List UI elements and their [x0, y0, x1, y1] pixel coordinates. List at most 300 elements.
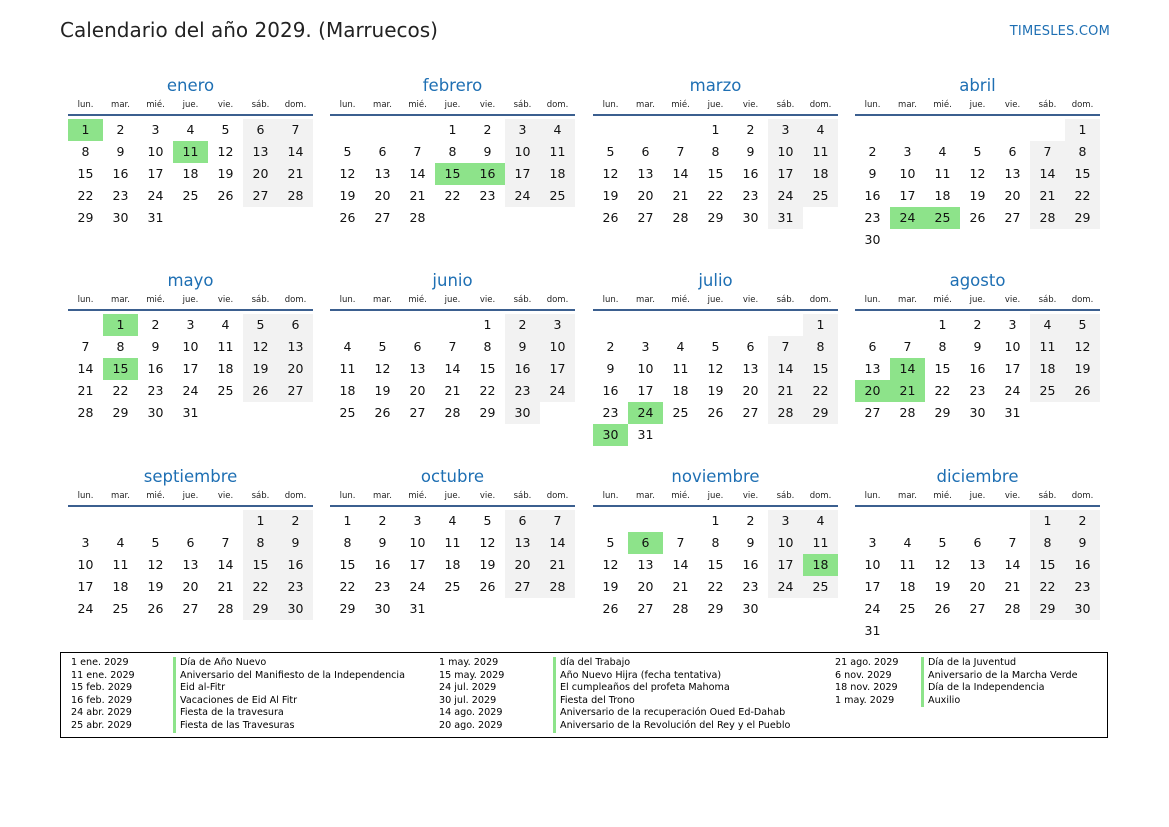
- day-cell: 6: [378, 144, 387, 159]
- weekday-label: mar.: [636, 491, 655, 501]
- day-cell: 10: [182, 339, 199, 354]
- weekday-label: vie.: [1004, 491, 1021, 501]
- day-cell: 28: [217, 601, 234, 616]
- weekday-label: jue.: [444, 491, 461, 501]
- legend-holiday-name: Fiesta de la travesura: [173, 707, 284, 720]
- day-cell: 19: [339, 188, 356, 203]
- holiday-day-cell: 20: [855, 380, 890, 402]
- weekday-label: sáb.: [1038, 491, 1057, 501]
- empty-cell: [365, 119, 400, 141]
- weekday-label: dom.: [284, 491, 307, 501]
- day-cell: 27: [182, 601, 199, 616]
- day-cell: 28: [77, 405, 94, 420]
- weekday-label: mar.: [111, 491, 130, 501]
- weekday-label: dom.: [809, 100, 832, 110]
- day-cell: 29: [934, 405, 951, 420]
- day-cell: 18: [339, 383, 356, 398]
- month-agosto: [855, 269, 1100, 424]
- day-cell: 4: [448, 513, 457, 528]
- empty-cell: [855, 314, 890, 336]
- empty-cell: [663, 510, 698, 532]
- day-cell: 26: [374, 405, 391, 420]
- day-cell: 17: [77, 579, 94, 594]
- legend-holiday-name: Vacaciones de Eid Al Fitr: [173, 695, 297, 708]
- day-cell: 8: [711, 144, 720, 159]
- empty-cell: [1030, 119, 1065, 141]
- day-cell: 18: [182, 166, 199, 181]
- day-cell: 11: [444, 535, 461, 550]
- day-cell: 7: [1030, 141, 1065, 163]
- day-cell: 30: [278, 598, 313, 620]
- day-cell: 2: [483, 122, 492, 137]
- day-cell: 11: [899, 557, 916, 572]
- day-cell: 8: [243, 532, 278, 554]
- weekday-label: mar.: [898, 100, 917, 110]
- holiday-legend: [60, 652, 1108, 738]
- weekday-label: jue.: [707, 295, 724, 305]
- day-cell: 10: [637, 361, 654, 376]
- day-cell: 6: [278, 314, 313, 336]
- month-name: abril: [959, 76, 996, 95]
- weekday-label: dom.: [546, 295, 569, 305]
- legend-column: [439, 657, 799, 733]
- legend-holiday-name: El cumpleaños del profeta Mahoma: [553, 682, 730, 695]
- legend-row: [835, 657, 1169, 670]
- day-cell: 18: [1030, 358, 1065, 380]
- day-cell: 26: [217, 188, 234, 203]
- day-cell: 11: [803, 141, 838, 163]
- day-cell: 9: [606, 361, 615, 376]
- day-cell: 22: [1065, 185, 1100, 207]
- day-cell: 13: [864, 361, 881, 376]
- day-cell: 4: [803, 510, 838, 532]
- day-cell: 6: [641, 144, 650, 159]
- weekday-label: mié.: [408, 295, 427, 305]
- holiday-day-cell: 14: [890, 358, 925, 380]
- day-cell: 17: [540, 358, 575, 380]
- day-cell: 9: [1065, 532, 1100, 554]
- weekday-label: mar.: [111, 100, 130, 110]
- weekday-label: sáb.: [251, 295, 270, 305]
- holiday-day-cell: 1: [68, 119, 103, 141]
- empty-cell: [365, 314, 400, 336]
- day-cell: 26: [1065, 380, 1100, 402]
- legend-holiday-name: Día de la Independencia: [921, 682, 1044, 695]
- day-cell: 13: [1004, 166, 1021, 181]
- day-cell: 8: [711, 535, 720, 550]
- weekday-label: lun.: [77, 491, 94, 501]
- month-name: junio: [432, 271, 473, 290]
- day-cell: 3: [641, 339, 650, 354]
- weekday-label: vie.: [742, 491, 759, 501]
- legend-holiday-name: Auxilio: [921, 695, 960, 708]
- weekday-label: mar.: [636, 295, 655, 305]
- month-name: agosto: [949, 271, 1006, 290]
- legend-holiday-name: Fiesta del Trono: [553, 695, 635, 708]
- day-grid: [330, 510, 575, 620]
- legend-row: [439, 695, 799, 708]
- month-name: diciembre: [936, 467, 1019, 486]
- day-cell: 3: [768, 119, 803, 141]
- day-cell: 2: [1065, 510, 1100, 532]
- month-name: julio: [698, 271, 733, 290]
- day-cell: 12: [374, 361, 391, 376]
- day-cell: 3: [903, 144, 912, 159]
- brand-link[interactable]: TIMESLES.COM: [1009, 24, 1110, 39]
- day-cell: 7: [540, 510, 575, 532]
- day-cell: 5: [938, 535, 947, 550]
- legend-row: [71, 720, 431, 733]
- month-abril: [855, 74, 1100, 251]
- day-cell: 21: [217, 579, 234, 594]
- weekday-label: lun.: [339, 491, 356, 501]
- day-cell: 7: [81, 339, 90, 354]
- legend-column: [71, 657, 431, 733]
- day-cell: 31: [637, 427, 654, 442]
- legend-date: 6 nov. 2029: [835, 669, 892, 681]
- day-cell: 20: [637, 188, 654, 203]
- weekday-header: [593, 293, 838, 311]
- weekday-label: jue.: [969, 295, 986, 305]
- day-cell: 31: [147, 210, 164, 225]
- day-cell: 24: [540, 380, 575, 402]
- day-cell: 31: [768, 207, 803, 229]
- day-cell: 15: [77, 166, 94, 181]
- day-cell: 7: [676, 144, 685, 159]
- day-grid: [593, 510, 838, 620]
- day-cell: 29: [1030, 598, 1065, 620]
- day-cell: 19: [1065, 358, 1100, 380]
- day-cell: 23: [864, 210, 881, 225]
- legend-date: 15 feb. 2029: [71, 682, 133, 694]
- day-cell: 2: [278, 510, 313, 532]
- day-cell: 5: [1065, 314, 1100, 336]
- legend-date: 1 may. 2029: [835, 694, 895, 706]
- day-cell: 15: [803, 358, 838, 380]
- day-cell: 17: [637, 383, 654, 398]
- day-grid: [855, 314, 1100, 424]
- day-cell: 25: [803, 576, 838, 598]
- legend-date: 15 may. 2029: [439, 669, 505, 681]
- day-cell: 14: [409, 166, 426, 181]
- day-cell: 16: [602, 383, 619, 398]
- day-cell: 22: [339, 579, 356, 594]
- legend-date: 1 ene. 2029: [71, 657, 129, 668]
- day-cell: 6: [243, 119, 278, 141]
- day-cell: 25: [672, 405, 689, 420]
- legend-date: 11 ene. 2029: [71, 669, 135, 681]
- day-cell: 20: [278, 358, 313, 380]
- day-cell: 28: [672, 601, 689, 616]
- day-cell: 16: [374, 557, 391, 572]
- holiday-day-cell: 24: [628, 402, 663, 424]
- day-cell: 21: [540, 554, 575, 576]
- day-cell: 26: [602, 601, 619, 616]
- day-cell: 6: [868, 339, 877, 354]
- empty-cell: [400, 314, 435, 336]
- day-cell: 27: [374, 210, 391, 225]
- day-cell: 3: [81, 535, 90, 550]
- weekday-label: dom.: [284, 100, 307, 110]
- day-cell: 5: [243, 314, 278, 336]
- day-cell: 5: [151, 535, 160, 550]
- month-febrero: [330, 74, 575, 229]
- empty-cell: [330, 119, 365, 141]
- day-cell: 3: [151, 122, 160, 137]
- day-cell: 15: [479, 361, 496, 376]
- weekday-label: mié.: [933, 100, 952, 110]
- day-cell: 5: [973, 144, 982, 159]
- weekday-label: vie.: [479, 100, 496, 110]
- day-cell: 17: [1004, 361, 1021, 376]
- weekday-label: jue.: [707, 100, 724, 110]
- empty-cell: [138, 510, 173, 532]
- weekday-label: sáb.: [251, 100, 270, 110]
- day-cell: 2: [116, 122, 125, 137]
- day-cell: 1: [243, 510, 278, 532]
- empty-cell: [593, 314, 628, 336]
- day-cell: 22: [934, 383, 951, 398]
- weekday-label: sáb.: [776, 100, 795, 110]
- empty-cell: [663, 314, 698, 336]
- empty-cell: [208, 510, 243, 532]
- day-cell: 21: [1004, 579, 1021, 594]
- day-cell: 19: [147, 579, 164, 594]
- legend-row: [835, 670, 1169, 683]
- day-cell: 10: [77, 557, 94, 572]
- day-cell: 1: [1065, 119, 1100, 141]
- day-cell: 29: [479, 405, 496, 420]
- day-cell: 4: [676, 339, 685, 354]
- day-cell: 24: [147, 188, 164, 203]
- day-cell: 6: [1008, 144, 1017, 159]
- day-cell: 22: [444, 188, 461, 203]
- month-name: febrero: [422, 76, 483, 95]
- day-cell: 10: [540, 336, 575, 358]
- weekday-label: lun.: [864, 295, 881, 305]
- day-cell: 19: [602, 579, 619, 594]
- day-cell: 24: [768, 185, 803, 207]
- day-cell: 23: [505, 380, 540, 402]
- day-cell: 6: [186, 535, 195, 550]
- day-cell: 19: [374, 383, 391, 398]
- month-name: enero: [166, 76, 215, 95]
- day-cell: 9: [483, 144, 492, 159]
- day-cell: 9: [505, 336, 540, 358]
- legend-holiday-name: Día de Año Nuevo: [173, 657, 266, 670]
- day-cell: 18: [672, 383, 689, 398]
- day-cell: 15: [243, 554, 278, 576]
- weekday-header: [855, 293, 1100, 311]
- day-cell: 1: [343, 513, 352, 528]
- day-cell: 21: [672, 579, 689, 594]
- day-cell: 14: [77, 361, 94, 376]
- day-cell: 4: [221, 317, 230, 332]
- day-cell: 29: [77, 210, 94, 225]
- day-cell: 5: [378, 339, 387, 354]
- day-cell: 5: [711, 339, 720, 354]
- weekday-label: vie.: [479, 295, 496, 305]
- day-cell: 6: [413, 339, 422, 354]
- day-cell: 29: [707, 601, 724, 616]
- legend-row: [439, 720, 799, 733]
- day-cell: 13: [742, 361, 759, 376]
- weekday-label: lun.: [77, 295, 94, 305]
- day-cell: 5: [606, 144, 615, 159]
- day-cell: 11: [217, 339, 234, 354]
- day-cell: 25: [1030, 380, 1065, 402]
- weekday-label: jue.: [969, 100, 986, 110]
- day-cell: 30: [147, 405, 164, 420]
- weekday-label: vie.: [742, 295, 759, 305]
- legend-date: 25 abr. 2029: [71, 719, 132, 731]
- day-cell: 4: [343, 339, 352, 354]
- holiday-day-cell: 11: [173, 141, 208, 163]
- day-cell: 17: [768, 163, 803, 185]
- day-cell: 13: [969, 557, 986, 572]
- day-cell: 15: [707, 166, 724, 181]
- day-cell: 27: [969, 601, 986, 616]
- month-name: octubre: [420, 467, 485, 486]
- weekday-label: dom.: [546, 491, 569, 501]
- day-cell: 18: [444, 557, 461, 572]
- weekday-label: sáb.: [776, 491, 795, 501]
- day-grid: [330, 314, 575, 424]
- day-cell: 7: [676, 535, 685, 550]
- day-cell: 4: [803, 119, 838, 141]
- weekday-label: dom.: [809, 491, 832, 501]
- day-cell: 17: [505, 163, 540, 185]
- holiday-day-cell: 6: [628, 532, 663, 554]
- day-cell: 22: [803, 380, 838, 402]
- weekday-label: mar.: [898, 295, 917, 305]
- day-cell: 14: [1030, 163, 1065, 185]
- weekday-label: mar.: [373, 100, 392, 110]
- weekday-label: mié.: [671, 100, 690, 110]
- empty-cell: [925, 510, 960, 532]
- day-cell: 1: [711, 122, 720, 137]
- day-cell: 4: [938, 144, 947, 159]
- day-cell: 25: [540, 185, 575, 207]
- day-cell: 7: [221, 535, 230, 550]
- legend-column: [835, 657, 1169, 707]
- day-cell: 10: [409, 535, 426, 550]
- day-cell: 28: [278, 185, 313, 207]
- day-cell: 29: [1065, 207, 1100, 229]
- day-grid: [593, 314, 838, 446]
- weekday-header: [330, 293, 575, 311]
- day-cell: 20: [243, 163, 278, 185]
- day-cell: 19: [707, 383, 724, 398]
- empty-cell: [593, 119, 628, 141]
- weekday-label: mié.: [146, 295, 165, 305]
- day-cell: 7: [1008, 535, 1017, 550]
- day-cell: 1: [448, 122, 457, 137]
- day-cell: 11: [112, 557, 129, 572]
- month-marzo: [593, 74, 838, 229]
- empty-cell: [925, 119, 960, 141]
- day-cell: 17: [182, 361, 199, 376]
- day-cell: 22: [707, 579, 724, 594]
- legend-row: [439, 670, 799, 683]
- empty-cell: [173, 510, 208, 532]
- holiday-day-cell: 25: [925, 207, 960, 229]
- day-cell: 22: [1030, 576, 1065, 598]
- weekday-label: lun.: [339, 295, 356, 305]
- day-cell: 22: [479, 383, 496, 398]
- day-cell: 13: [374, 166, 391, 181]
- weekday-label: mar.: [373, 491, 392, 501]
- empty-cell: [698, 314, 733, 336]
- day-cell: 10: [768, 532, 803, 554]
- weekday-label: lun.: [602, 491, 619, 501]
- empty-cell: [890, 119, 925, 141]
- day-cell: 9: [746, 144, 755, 159]
- weekday-label: mar.: [111, 295, 130, 305]
- day-cell: 14: [540, 532, 575, 554]
- day-cell: 30: [969, 405, 986, 420]
- day-cell: 28: [444, 405, 461, 420]
- day-cell: 19: [969, 188, 986, 203]
- day-cell: 8: [343, 535, 352, 550]
- legend-holiday-name: Aniversario de la Marcha Verde: [921, 670, 1078, 683]
- empty-cell: [960, 119, 995, 141]
- day-cell: 15: [934, 361, 951, 376]
- legend-holiday-name: Fiesta de las Travesuras: [173, 720, 294, 733]
- day-cell: 13: [243, 141, 278, 163]
- day-cell: 9: [116, 144, 125, 159]
- day-cell: 21: [409, 188, 426, 203]
- day-cell: 7: [768, 336, 803, 358]
- day-cell: 26: [969, 210, 986, 225]
- day-cell: 6: [505, 510, 540, 532]
- day-cell: 23: [742, 188, 759, 203]
- weekday-label: dom.: [284, 295, 307, 305]
- day-cell: 2: [746, 513, 755, 528]
- legend-row: [71, 682, 431, 695]
- day-cell: 23: [374, 579, 391, 594]
- day-cell: 21: [1030, 185, 1065, 207]
- day-cell: 16: [112, 166, 129, 181]
- day-cell: 20: [182, 579, 199, 594]
- day-cell: 30: [374, 601, 391, 616]
- legend-row: [71, 707, 431, 720]
- day-cell: 9: [151, 339, 160, 354]
- legend-date: 14 ago. 2029: [439, 707, 503, 719]
- day-grid: [68, 314, 313, 424]
- day-grid: [855, 510, 1100, 642]
- day-cell: 12: [707, 361, 724, 376]
- weekday-label: jue.: [182, 491, 199, 501]
- legend-holiday-name: Día de la Juventud: [921, 657, 1016, 670]
- day-cell: 8: [938, 339, 947, 354]
- day-cell: 5: [343, 144, 352, 159]
- day-cell: 9: [378, 535, 387, 550]
- weekday-label: sáb.: [1038, 100, 1057, 110]
- day-cell: 27: [243, 185, 278, 207]
- empty-cell: [890, 510, 925, 532]
- day-cell: 7: [278, 119, 313, 141]
- weekday-label: vie.: [217, 491, 234, 501]
- day-cell: 11: [934, 166, 951, 181]
- day-cell: 20: [742, 383, 759, 398]
- day-cell: 26: [707, 405, 724, 420]
- day-cell: 16: [969, 361, 986, 376]
- legend-date: 20 ago. 2029: [439, 719, 503, 731]
- month-mayo: [68, 269, 313, 424]
- day-cell: 17: [147, 166, 164, 181]
- day-cell: 3: [540, 314, 575, 336]
